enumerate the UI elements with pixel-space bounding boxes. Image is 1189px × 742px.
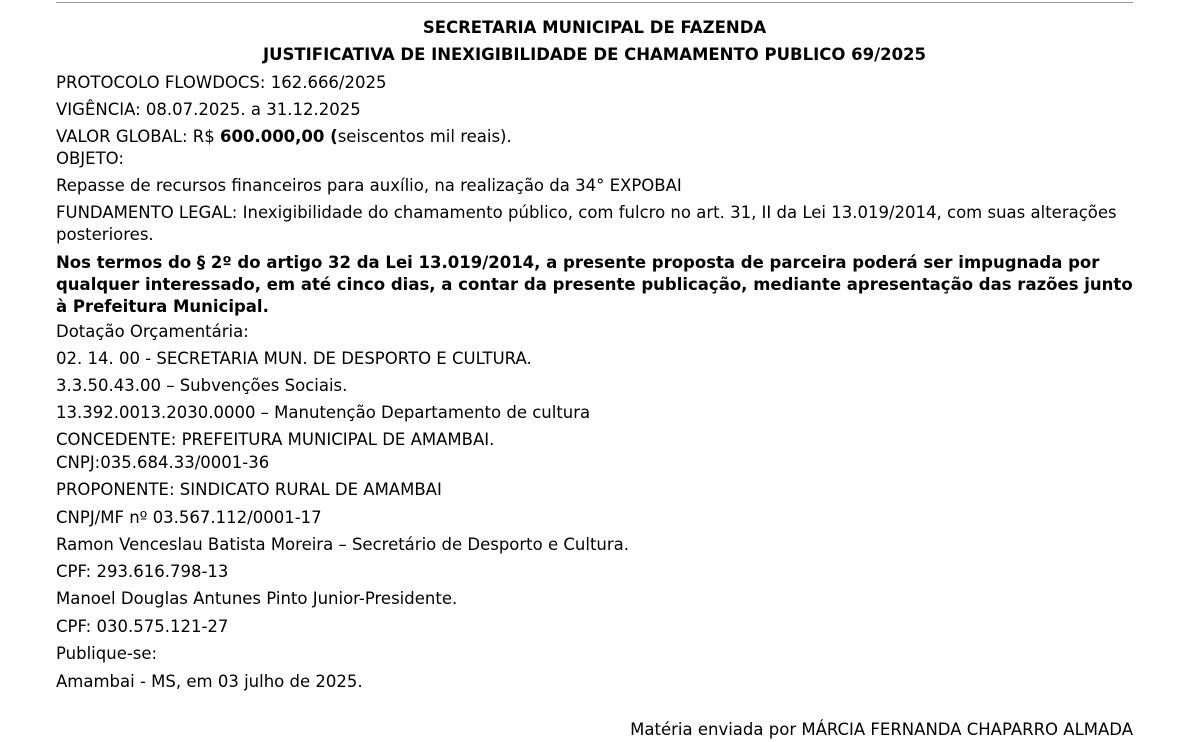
cpf-1: CPF: 293.616.798-13 xyxy=(56,562,229,581)
place-date: Amambai - MS, em 03 julho de 2025. xyxy=(56,672,363,691)
impugnation-notice: Nos termos do § 2º do artigo 32 da Lei 13.019/2014, a presente proposta de parceira poderá ser impugnada por qualquer interessado, em até cinco dias, a contar da presente publicação, mediante apresentação das razões junto à Prefeitura Municipal. xyxy=(56,253,1133,316)
department-heading: SECRETARIA MUNICIPAL DE FAZENDA xyxy=(422,18,767,37)
cpf-2: CPF: 030.575.121-27 xyxy=(56,617,229,636)
dotacao-line-3: 13.392.0013.2030.0000 – Manutenção Departamento de cultura xyxy=(56,403,591,422)
signatory-2: Manoel Douglas Antunes Pinto Junior-Presidente. xyxy=(56,589,458,608)
dotacao-line-2: 3.3.50.43.00 – Subvenções Sociais. xyxy=(56,376,348,395)
dotacao-label: Dotação Orçamentária: xyxy=(56,322,249,341)
vigencia-line: VIGÊNCIA: 08.07.2025. a 31.12.2025 xyxy=(56,100,361,119)
valor-suffix: seiscentos mil reais). xyxy=(337,127,512,146)
publique-se: Publique-se: xyxy=(56,644,158,663)
concedente-cnpj: CNPJ:035.684.33/0001-36 xyxy=(56,453,270,472)
objeto-label: OBJETO: xyxy=(56,149,124,168)
protocolo-line: PROTOCOLO FLOWDOCS: 162.666/2025 xyxy=(56,73,387,92)
concedente-line: CONCEDENTE: PREFEITURA MUNICIPAL DE AMAMBAI. xyxy=(56,430,495,449)
sent-by-footer: Matéria enviada por MÁRCIA FERNANDA CHAPARRO ALMADA xyxy=(630,720,1133,739)
valor-prefix: VALOR GLOBAL: R$ xyxy=(56,127,221,146)
document-title: JUSTIFICATIVA DE INEXIGIBILIDADE DE CHAMAMENTO PUBLICO 69/2025 xyxy=(262,45,927,64)
signatory-1: Ramon Venceslau Batista Moreira – Secretário de Desporto e Cultura. xyxy=(56,535,630,554)
fundamento-legal: FUNDAMENTO LEGAL: Inexigibilidade do chamamento público, com fulcro no art. 31, II da Lei 13.019/2014, com suas alterações posteriores. xyxy=(56,203,1117,244)
objeto-text: Repasse de recursos financeiros para auxílio, na realização da 34° EXPOBAI xyxy=(56,176,682,195)
valor-global-line xyxy=(56,127,512,146)
proponente-line: PROPONENTE: SINDICATO RURAL DE AMAMBAI xyxy=(56,480,442,499)
top-divider xyxy=(56,2,1133,3)
dotacao-line-1: 02. 14. 00 - SECRETARIA MUN. DE DESPORTO E CULTURA. xyxy=(56,349,532,368)
proponente-cnpj: CNPJ/MF nº 03.567.112/0001-17 xyxy=(56,508,322,527)
valor-amount: 600.000,00 ( xyxy=(220,127,338,146)
